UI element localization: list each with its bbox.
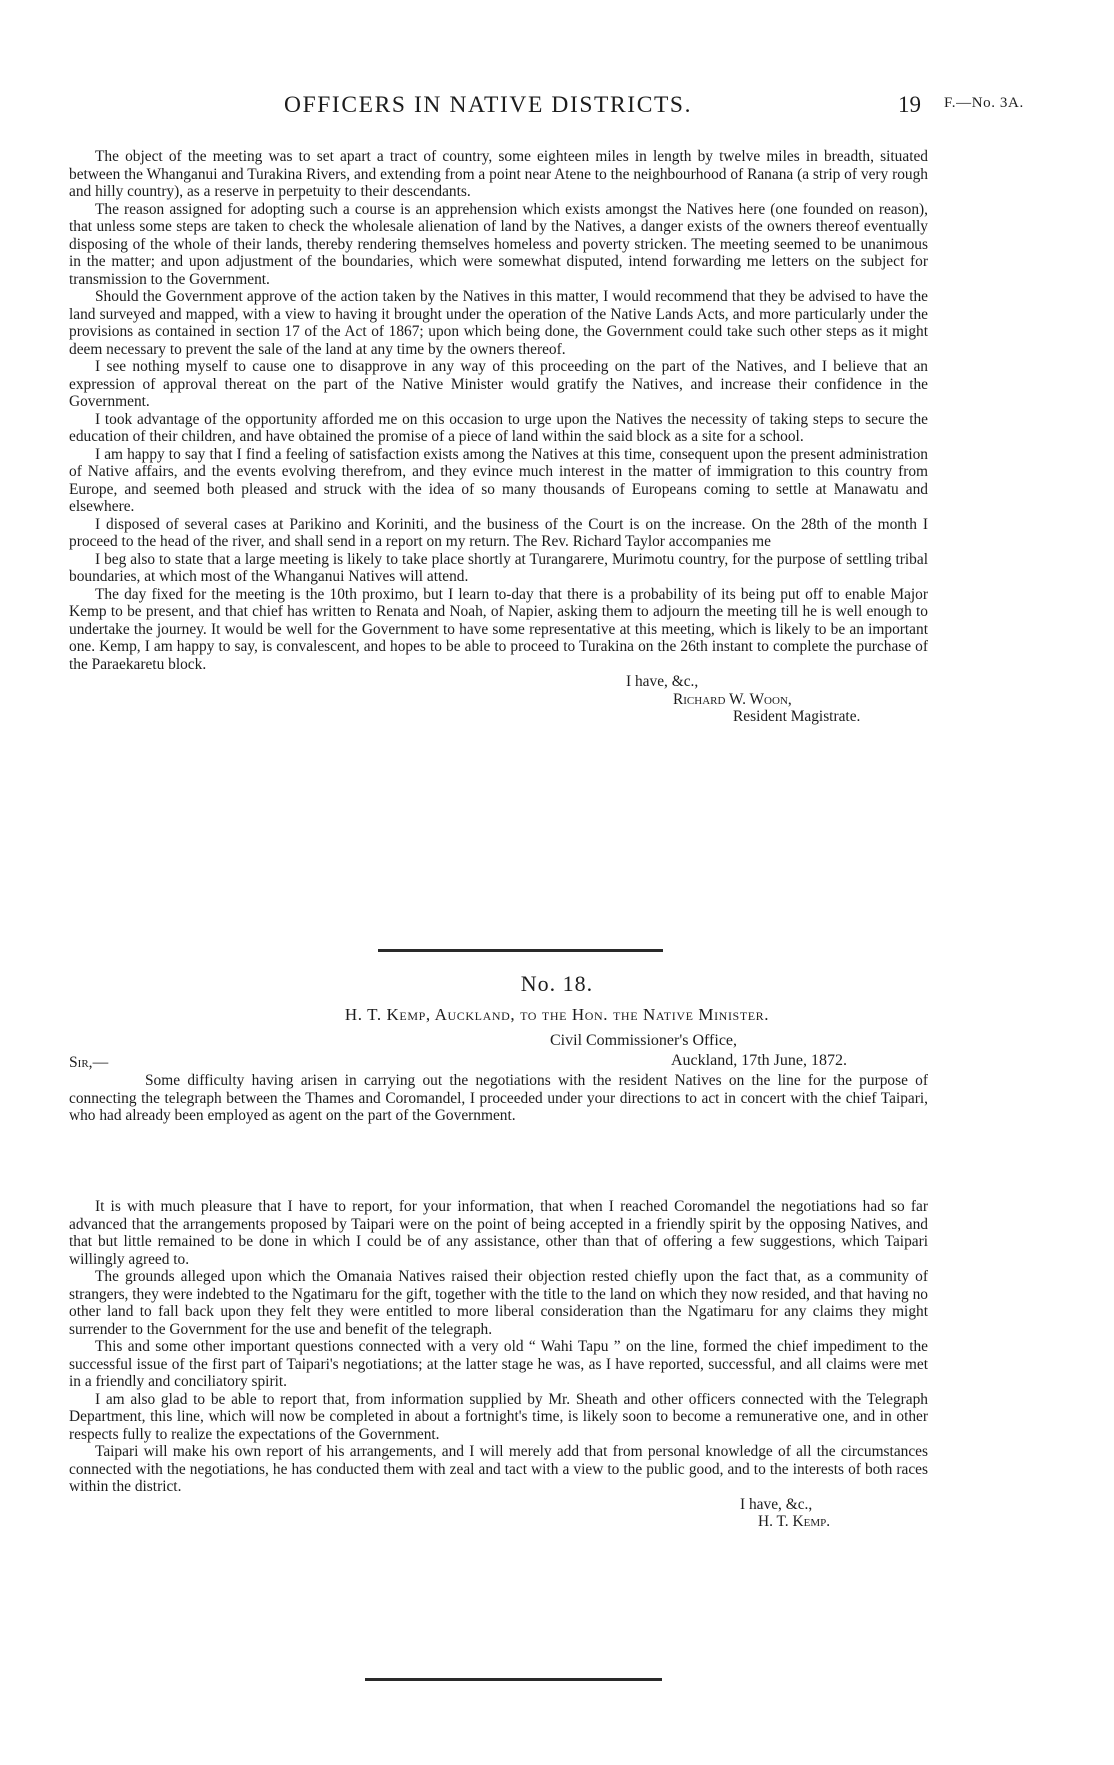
closing: I have, &c., (740, 1495, 813, 1513)
paragraph: I beg also to state that a large meeting is likely to take place shortly at Turangarere, Murimotu country, for the purpose of settling tribal boundaries, at which most of the Whanganui Natives will attend. (69, 550, 928, 585)
signature: Richard W. Woon, (673, 690, 792, 708)
section-divider (365, 1678, 662, 1681)
page-header (0, 92, 1114, 122)
paragraph: The day fixed for the meeting is the 10th proximo, but I learn to-day that there is a probability of its being put off to enable Major Kemp to be present, and that chief has written to Renata and Noah, of Napier, asking them to adjourn the meeting till he is well enough to undertake the journey. It would be well for the Government to have some representative at this meeting, which is likely to be an important one. Kemp, I am happy to say, is convalescent, and hopes to be able to proceed to Turakina on the 26th instant to complete the purchase of the Paraekaretu block. (69, 585, 928, 673)
paragraph: I see nothing myself to cause one to disapprove in any way of this proceeding on the part of the Natives, and I believe that an expression of approval thereat on the part of the Native Minister would gratify the Natives, and increase their confidence in the Government. (69, 358, 928, 410)
series-reference: F.—No. 3A. (944, 95, 1024, 111)
document-heading: No. 18. (520, 971, 594, 996)
signature-title: Resident Magistrate. (733, 708, 861, 725)
page-number: 19 (898, 92, 921, 117)
closing: I have, &c., (626, 673, 699, 690)
paragraph: I disposed of several cases at Parikino and Koriniti, and the business of the Court is on the increase. On the 28th of the month I proceed to the head of the river, and shall send in a report on my return. The Rev. Richard Taylor accompanies me (69, 515, 928, 550)
paragraph: I am happy to say that I find a feeling of satisfaction exists among the Natives at this time, consequent upon the present administration of Native affairs, and the events evolving therefrom, and they evince much interest in the matter of immigration to this country from Europe, and seemed both pleased and struck with the idea of so many thousands of Europeans coming to settle at Manawatu and elsewhere. (69, 445, 928, 515)
paragraph: Taipari will make his own report of his arrangements, and I will merely add that from personal knowledge of all the circumstances connected with the negotiations, he has conducted them with zeal and tact with a view to the public good, and to the interests of both races within the district. (69, 1443, 928, 1495)
paragraph: It is with much pleasure that I have to report, for your information, that when I reached Coromandel the negotiations had so far advanced that the arrangements proposed by Taipari were on the point of being accepted in a friendly spirit by the opposing Natives, and that but little remained to be done in which I could be of any assistance, other than that of offering a few suggestions, which Taipari willingly agreed to. (69, 1198, 928, 1268)
paragraph: The reason assigned for adopting such a course is an apprehension which exists amongst the Natives here (one founded on reason), that unless some steps are taken to check the wholesale alienation of land by the Natives, a danger exists of the owners thereof eventually disposing of the whole of their lands, thereby rendering themselves homeless and poverty stricken. The meeting seemed to be unanimous in the matter; and upon adjustment of the boundaries, which were somewhat disputed, intend forwarding me letters on the subject for transmission to the Government. (69, 200, 928, 288)
section-divider (378, 949, 663, 952)
salutation: Sir,— (69, 1054, 109, 1071)
dateline: Auckland, 17th June, 1872. (671, 1052, 847, 1069)
paragraph: Should the Government approve of the action taken by the Natives in this matter, I would recommend that they be advised to have the land surveyed and mapped, with a view to having it brought under the operation of the Native Lands Acts, and more particularly under the provisions as contained in section 17 of the Act of 1867; upon which being done, the Government could take such other steps as it might deem necessary to prevent the sale of the land at any time by the owners thereof. (69, 288, 928, 358)
letter-18-opening (69, 1072, 928, 1125)
running-title: OFFICERS IN NATIVE DISTRICTS. (284, 92, 693, 118)
office-line: Civil Commissioner's Office, (550, 1032, 738, 1049)
paragraph: Some difficulty having arisen in carrying out the negotiations with the resident Natives on the line for the purpose of connecting the telegraph between the Thames and Coromandel, I proceeded under your directions to act in concert with the chief Taipari, who had already been employed as agent on the part of the Government. (69, 1072, 928, 1124)
paragraph: The object of the meeting was to set apart a tract of country, some eighteen miles in length by twelve miles in breadth, situated between the Whanganui and Turakina Rivers, and extending from a point near Atene to the neighbourhood of Ranana (a strip of very rough and hilly country), as a reserve in perpetuity to their descendants. (69, 148, 928, 200)
letter-18-body (69, 1198, 928, 1531)
paragraph: I am also glad to be able to report that, from information supplied by Mr. Sheath and other officers connected with the Telegraph Department, this line, which will now be completed in about a fortnight's time, is likely soon to become a remunerative one, and in other respects fully to realize the expectations of the Government. (69, 1390, 928, 1443)
paragraph: This and some other important questions connected with a very old “ Wahi Tapu ” on the line, formed the chief impediment to the successful issue of the first part of Taipari's negotiations; at the latter stage he was, as I have reported, successful, and all claims were met in a friendly and conciliatory spirit. (69, 1338, 928, 1390)
signature: H. T. Kemp. (758, 1513, 831, 1530)
paragraph: The grounds alleged upon which the Omanaia Natives raised their objection rested chiefly upon the fact that, as a community of strangers, they were indebted to the Ngatimaru for the gift, together with the title to the land on which they now resided, and that having no other land to fall back upon they felt they were entitled to more liberal consideration than the Ngatimaru for any claims they might surrender to the Government for the use and benefit of the telegraph. (69, 1268, 928, 1338)
sender-recipient-line: H. T. Kemp, Auckland, to the Hon. the Native Minister. (344, 1005, 770, 1024)
paragraph: I took advantage of the opportunity afforded me on this occasion to urge upon the Natives the necessity of taking steps to secure the education of their children, and have obtained the promise of a piece of land within the said block as a site for a school. (69, 410, 928, 445)
letter-17-body (69, 148, 928, 726)
